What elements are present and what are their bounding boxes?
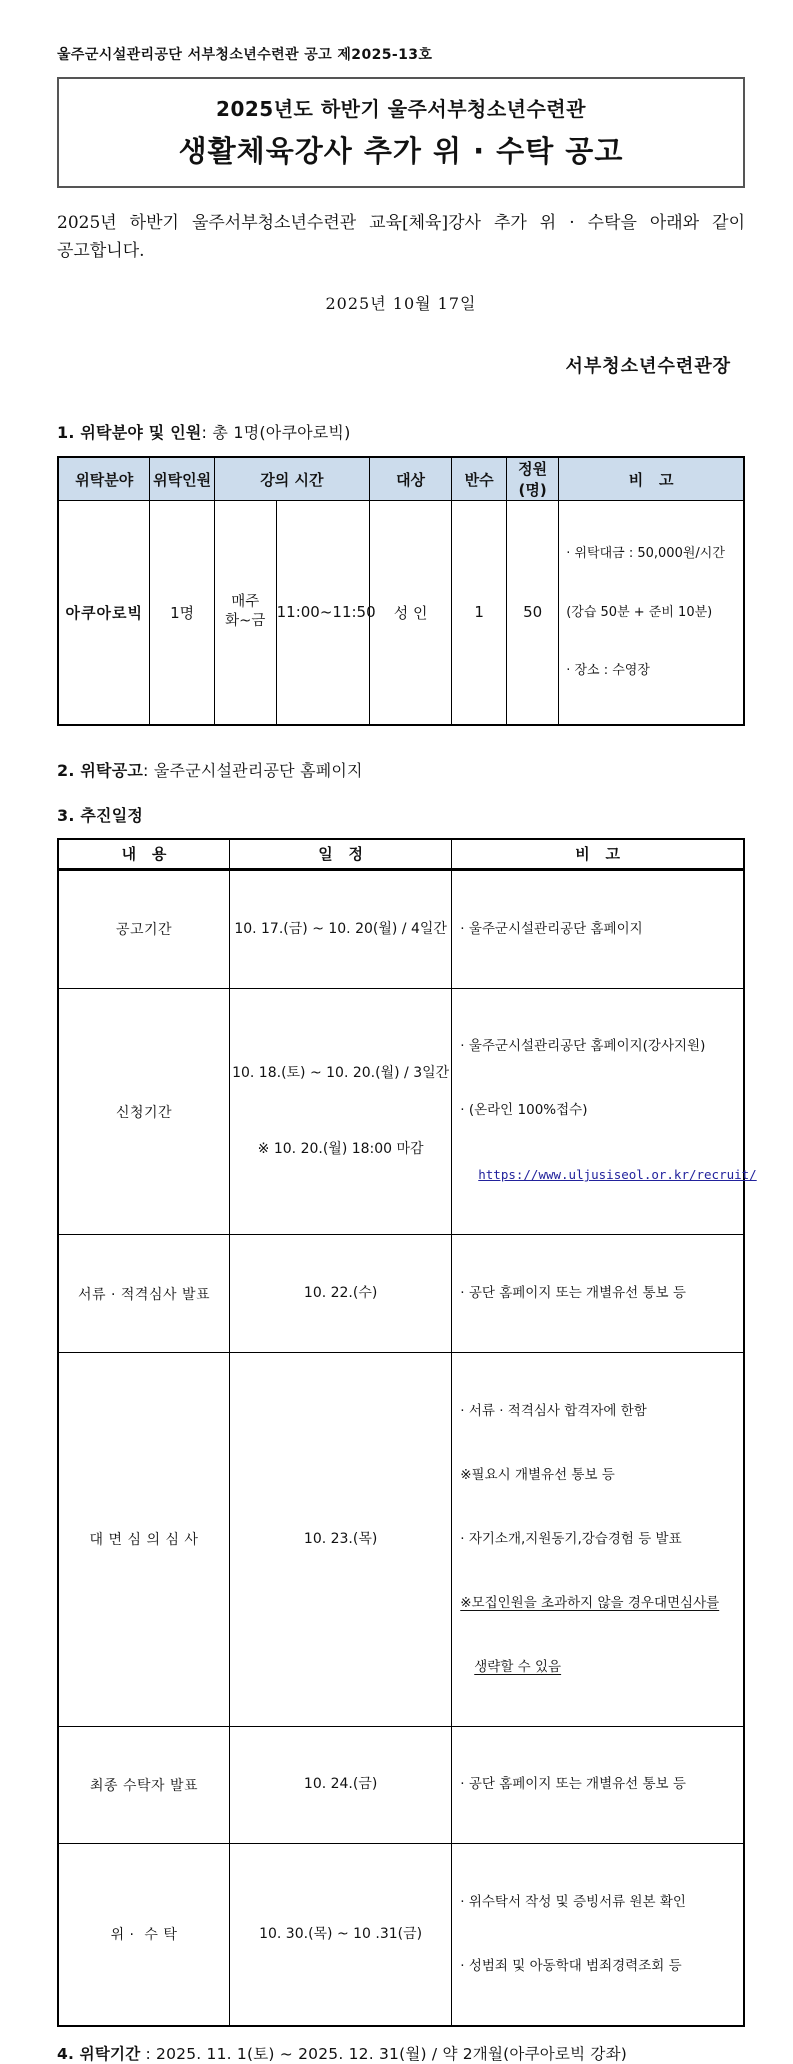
table-row [58,501,744,725]
col-header-field: 위탁분야 [58,457,150,501]
section-1-detail: : 총 1명(아쿠아로빅) [201,423,351,443]
section-2-title: 2. 위탁공고 [57,760,144,780]
col-header-remarks: 비 고 [452,839,744,870]
note-line: · 공단 홈페이지 또는 개별유선 통보 등 [460,1284,686,1301]
note-line: · 공단 홈페이지 또는 개별유선 통보 등 [460,1776,686,1793]
col-header-content: 내 용 [58,839,230,870]
note-line: (강습 50분 + 준비 10분) [566,604,713,620]
section-3-heading [57,803,745,826]
title-subheading: 2025년도 하반기 울주서부청소년수련관 [216,97,586,121]
schedule-row-final-result [58,1726,744,1844]
note-line: · 성범죄 및 아동학대 범죄경력조회 등 [460,1957,682,1974]
col-header-people: 위탁인원 [150,457,214,501]
section-2-heading [57,758,745,781]
col-header-classes: 반수 [452,457,507,501]
page-title: 생활체육강사 추가 위 · 수탁 공고 [178,134,624,168]
row-schedule: 10. 23.(목) [230,1352,452,1726]
schedule-header-row [58,839,744,870]
col-header-schedule: 일 정 [230,839,452,870]
col-header-capacity: 정원(명) [507,457,559,501]
schedule-line: ※ 10. 20.(월) 18:00 마감 [257,1140,424,1157]
row-content: 신청기간 [58,988,230,1235]
section-2-detail: : 울주군시설관리공단 홈페이지 [143,760,363,780]
schedule-row-screening-result [58,1235,744,1353]
note-line: · (온라인 100%접수) [460,1102,588,1119]
col-header-target: 대상 [369,457,451,501]
schedule-row-announcement [58,870,744,989]
row-note [452,1726,744,1844]
section-1-title: 1. 위탁분야 및 인원 [57,423,202,443]
col-header-time: 강의 시간 [214,457,369,501]
row-note [452,1844,744,2026]
note-line: ※필요시 개별유선 통보 등 [460,1466,615,1483]
cell-time: 11:00~11:50 [276,501,369,725]
commission-field-table [57,456,745,726]
row-content: 대 면 심 의 심 사 [58,1352,230,1726]
note-line: · 자기소개,지원동기,강습경험 등 발표 [460,1530,682,1547]
row-schedule: 10. 24.(금) [230,1726,452,1844]
row-note [452,1352,744,1726]
row-schedule: 10. 30.(목) ~ 10 .31(금) [230,1844,452,2026]
recruit-link[interactable]: https://www.uljusiseol.or.kr/recruit/ [478,1167,757,1183]
intro-line-2: 공고합니다. [57,240,145,261]
schedule-row-contract [58,1844,744,2026]
schedule-row-application [58,988,744,1235]
section-3-title: 3. 추진일정 [57,805,144,825]
intro-paragraph [57,210,745,265]
cell-capacity: 50 [507,501,559,725]
row-note [452,988,757,1235]
row-note [452,870,744,989]
section-4-title: 4. 위탁기간 [57,2044,141,2063]
note-line: · 위탁대금 : 50,000원/시간 [566,546,725,562]
cell-field: 아쿠아로빅 [58,501,150,725]
intro-line-1: 2025년 하반기 울주서부청소년수련관 교육[체육]강사 추가 위 · 수탁을 아래와 같이 [57,213,745,233]
days-line-2: 화~금 [225,613,266,630]
table-header-row [58,457,744,501]
note-line: · 울주군시설관리공단 홈페이지(강사지원) [460,1038,706,1055]
row-content: 위 · 수 탁 [58,1844,230,2026]
row-schedule: 10. 17.(금) ~ 10. 20(월) / 4일간 [230,870,452,989]
note-line: · 서류 · 적격심사 합격자에 한함 [460,1402,647,1419]
section-4-detail: : 2025. 11. 1(토) ~ 2025. 12. 31(월) / 약 2개월(아쿠아로빅 강좌) [140,2044,627,2063]
note-line-underlined: ※모집인원을 초과하지 않을 경우대면심사를 [460,1594,720,1611]
row-schedule: 10. 22.(수) [230,1235,452,1353]
col-header-note: 비 고 [559,457,744,501]
schedule-line: 10. 18.(토) ~ 10. 20.(월) / 3일간 [232,1065,450,1082]
note-line: · 울주군시설관리공단 홈페이지 [460,920,643,937]
cell-people: 1명 [150,501,214,725]
cell-classes: 1 [452,501,507,725]
cell-note [559,501,744,725]
title-box [57,77,745,188]
link-line [460,1165,757,1186]
note-line-underlined: 생략할 수 있음 [474,1658,562,1675]
days-line-1: 매주 [231,593,260,610]
notice-number: 울주군시설관리공단 서부청소년수련관 공고 제2025-13호 [57,47,433,63]
signature: 서부청소년수련관장 [565,356,731,378]
cell-target: 성 인 [369,501,451,725]
row-content: 서류 · 적격심사 발표 [58,1235,230,1353]
section-1-heading [57,420,745,443]
row-note [452,1235,744,1353]
section-4-heading [57,2042,745,2064]
row-content: 최종 수탁자 발표 [58,1726,230,1844]
announcement-date: 2025년 10월 17일 [325,294,477,314]
note-line: · 장소 : 수영장 [566,663,650,679]
row-content: 공고기간 [58,870,230,989]
schedule-row-interview [58,1352,744,1726]
row-schedule [230,988,452,1235]
note-line: · 위수탁서 작성 및 증빙서류 원본 확인 [460,1893,686,1910]
schedule-table [57,838,757,2027]
cell-days [214,501,276,725]
